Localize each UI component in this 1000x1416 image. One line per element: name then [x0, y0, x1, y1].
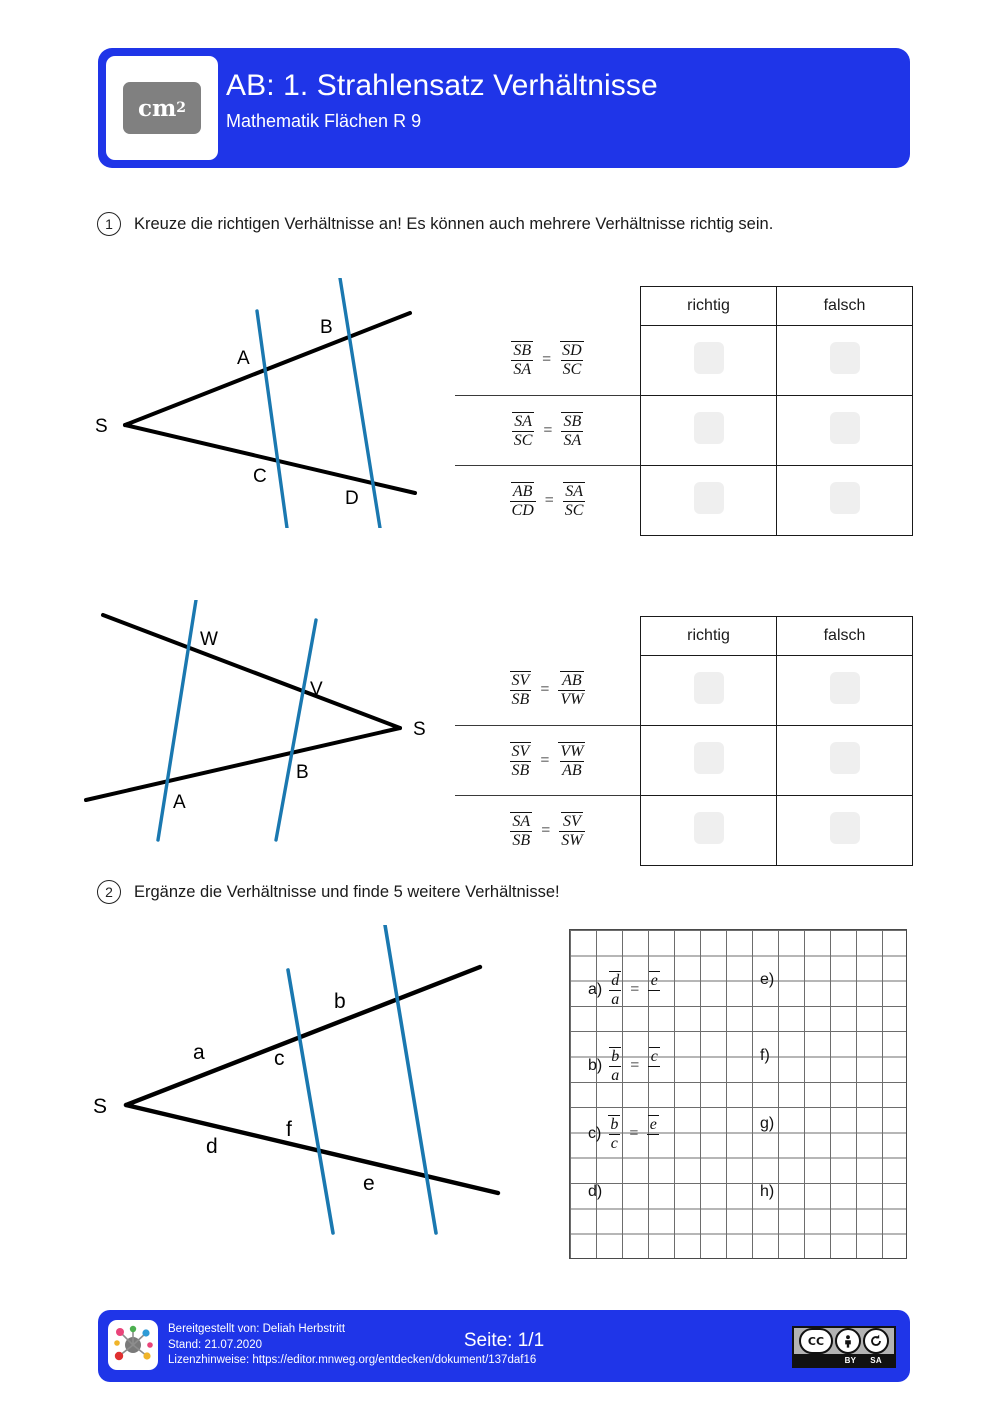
fraction-left: [510, 671, 532, 709]
figure-3-label-b: b: [334, 990, 346, 1013]
figure-2-label-B: B: [296, 762, 309, 783]
person-glyph: [841, 1334, 855, 1348]
fraction-left: [609, 971, 621, 1009]
numerator: SA: [512, 812, 531, 830]
equals-sign: =: [629, 1124, 639, 1142]
table-header-row: [455, 287, 913, 326]
header-logo-text: cm: [137, 94, 177, 122]
figure-3-label-a: a: [193, 1041, 205, 1064]
numerator: b: [610, 1116, 619, 1133]
denominator: SC: [562, 361, 582, 379]
header-falsch: falsch: [777, 287, 913, 326]
denominator: SA: [563, 431, 582, 449]
fraction-right: [560, 341, 584, 379]
equals-sign: =: [541, 821, 551, 839]
fraction-right[interactable]: [648, 971, 660, 1009]
grid-item-label: b): [588, 1056, 603, 1074]
fraction-right[interactable]: [648, 1047, 660, 1085]
denominator: a: [611, 990, 620, 1008]
numerator: AB: [562, 672, 582, 690]
equals-sign: =: [542, 351, 552, 369]
checkbox-cell-falsch[interactable]: [777, 726, 913, 796]
grid-item-label: h): [760, 1183, 775, 1200]
header-richtig: richtig: [641, 287, 777, 326]
task-2-text: Ergänze die Verhältnisse und finde 5 weitere Verhältnisse!: [134, 882, 560, 901]
equals-sign: =: [543, 421, 553, 439]
ratio-expression-2: [455, 396, 641, 466]
ratio-expression-2: [455, 726, 641, 796]
numerator: b: [611, 1048, 620, 1065]
page-title: AB: 1. Strahlensatz Verhältnisse: [226, 69, 658, 102]
checkbox[interactable]: [830, 342, 860, 374]
circular-arrow-glyph: [869, 1334, 883, 1348]
table-row: [455, 396, 913, 466]
fraction-right: [559, 812, 584, 850]
ray-lower: [86, 728, 400, 800]
numerator: AB: [512, 482, 533, 500]
grid-item-e[interactable]: [760, 971, 774, 989]
numerator: VW: [560, 742, 584, 760]
numerator: SA: [514, 412, 532, 430]
parallel-line-2: [276, 620, 316, 840]
figure-1-label-A: A: [237, 348, 250, 369]
denominator: a: [611, 1066, 620, 1084]
creative-commons-badge: [792, 1326, 896, 1368]
checkbox-cell-richtig[interactable]: [641, 396, 777, 466]
header-spacer: [455, 287, 641, 326]
ratio-table-2: [455, 616, 913, 866]
grid-item-a[interactable]: [588, 971, 660, 1009]
denominator: SB: [511, 761, 530, 779]
numerator: SB: [563, 412, 582, 430]
table-header-row: [455, 617, 913, 656]
cc-icon: CC: [799, 1328, 833, 1354]
footer-banner: [98, 1310, 910, 1382]
checkbox-cell-falsch[interactable]: [777, 326, 913, 396]
task-2-number: 2: [97, 880, 121, 904]
grid-item-f[interactable]: [760, 1047, 770, 1065]
equation: [510, 812, 584, 850]
checkbox[interactable]: [694, 672, 724, 704]
task-2-instruction: [97, 880, 560, 904]
figure-strahlensatz-1: [85, 278, 425, 528]
header-logo-superscript: 2: [176, 100, 187, 116]
figure-3-label-d: d: [206, 1135, 218, 1158]
page-indicator: Seite: 1/1: [463, 1330, 545, 1351]
figure-1-label-D: D: [345, 488, 359, 509]
grid-item-g[interactable]: [760, 1115, 774, 1133]
footer-date: Stand: 21.07.2020: [168, 1338, 262, 1351]
denominator: SC: [513, 431, 533, 449]
cc-by-person-icon: [835, 1328, 861, 1354]
checkbox[interactable]: [830, 672, 860, 704]
numerator: SV: [563, 812, 581, 830]
equation: [609, 971, 660, 1009]
figure-2-label-V: V: [310, 679, 323, 700]
equation: [510, 742, 586, 780]
parallel-line-1: [257, 311, 287, 528]
equation: [609, 1047, 660, 1085]
ray-upper: [126, 967, 480, 1105]
denominator-blank[interactable]: [648, 990, 660, 1009]
checkbox-cell-falsch[interactable]: [777, 656, 913, 726]
cc-by-label: BY: [844, 1355, 857, 1365]
ratio-expression-1: [455, 326, 641, 396]
figure-2-label-A: A: [173, 792, 186, 813]
denominator: SA: [513, 361, 532, 379]
grid-item-label: g): [760, 1115, 775, 1132]
ray-upper: [103, 615, 400, 728]
fraction-right: [561, 412, 583, 450]
task-1-number: 1: [97, 212, 121, 236]
figure-2-label-S: S: [413, 719, 426, 740]
header-text-group: [226, 68, 658, 134]
cc-sa-label: SA: [870, 1355, 882, 1365]
checkbox-cell-falsch[interactable]: [777, 796, 913, 866]
checkbox-cell-falsch[interactable]: [777, 466, 913, 536]
table-row: [455, 326, 913, 396]
fraction-left: [608, 1115, 620, 1153]
fraction-left: [510, 812, 532, 850]
equals-sign: =: [544, 491, 554, 509]
cc-labels-row: [794, 1354, 894, 1366]
equation: [608, 1115, 659, 1153]
footer-provided-by: Bereitgestellt von: Deliah Herbstritt: [168, 1323, 346, 1335]
footer-license-note: Lizenzhinweise: https://editor.mnweg.org/entdecken/dokument/137daf16: [168, 1354, 537, 1366]
header-falsch: falsch: [777, 617, 913, 656]
ratio-table-1: [455, 286, 913, 536]
grid-item-h[interactable]: [760, 1183, 774, 1201]
checkbox[interactable]: [694, 342, 724, 374]
fraction-left: [510, 742, 532, 780]
numerator: SA: [565, 482, 584, 500]
denominator: SW: [561, 831, 583, 849]
checkbox[interactable]: [830, 742, 860, 774]
table-row: [455, 726, 913, 796]
checkbox[interactable]: [694, 482, 724, 514]
figure-1-label-C: C: [253, 466, 267, 487]
equals-sign: =: [630, 980, 640, 998]
grid-item-d[interactable]: [588, 1183, 602, 1201]
equals-sign: =: [630, 1056, 640, 1074]
denominator: CD: [511, 501, 534, 519]
grid-item-c[interactable]: [588, 1115, 659, 1153]
equation: [511, 341, 583, 379]
checkbox-cell-richtig[interactable]: [641, 726, 777, 796]
ratio-expression-1: [455, 656, 641, 726]
figure-1-label-B: B: [320, 317, 333, 338]
header-banner: [98, 48, 910, 168]
task-1-instruction: [97, 212, 773, 236]
denominator-blank[interactable]: [647, 1134, 659, 1153]
figure-strahlensatz-3: [88, 925, 538, 1255]
fraction-right: [558, 742, 585, 780]
cc-icons-row: [794, 1328, 894, 1354]
equation: [512, 412, 583, 450]
ratio-table-2-grid: [455, 616, 913, 866]
grid-item-label: a): [588, 980, 603, 998]
fraction-left: [511, 341, 533, 379]
fraction-right: [563, 482, 586, 520]
fraction-left: [609, 1047, 621, 1085]
table-row: [455, 656, 913, 726]
numerator: SD: [562, 342, 582, 360]
equation: [510, 482, 586, 520]
header-spacer: [455, 617, 641, 656]
checkbox-cell-richtig[interactable]: [641, 656, 777, 726]
checkbox-cell-richtig[interactable]: [641, 796, 777, 866]
denominator: c: [610, 1134, 618, 1152]
grid-item-label: c): [588, 1124, 602, 1142]
checkbox-cell-richtig[interactable]: [641, 466, 777, 536]
figure-1-label-S: S: [95, 416, 108, 437]
numerator: d: [611, 972, 620, 989]
numerator: c: [650, 1048, 658, 1065]
checkbox-cell-falsch[interactable]: [777, 396, 913, 466]
figure-strahlensatz-2: [78, 600, 448, 845]
checkbox[interactable]: [694, 812, 724, 844]
denominator: AB: [562, 761, 582, 779]
grid-item-label: f): [760, 1047, 770, 1064]
grid-item-label: d): [588, 1183, 603, 1200]
fraction-right: [558, 671, 585, 709]
equals-sign: =: [540, 751, 550, 769]
fraction-right[interactable]: [647, 1115, 659, 1153]
equals-sign: =: [540, 681, 550, 699]
numerator: e: [649, 1116, 657, 1133]
checkbox[interactable]: [694, 412, 724, 444]
figure-3-label-S: S: [93, 1095, 108, 1118]
checkbox[interactable]: [694, 742, 724, 774]
ray-upper: [125, 313, 410, 425]
ratio-expression-3: [455, 466, 641, 536]
answer-grid[interactable]: [569, 929, 907, 1259]
table-row: [455, 796, 913, 866]
cc-sa-share-alike-icon: [863, 1328, 889, 1354]
denominator: SC: [564, 501, 584, 519]
figure-3-label-f: f: [286, 1118, 292, 1141]
ratio-table-1-grid: [455, 286, 913, 536]
fraction-left: [512, 412, 535, 450]
denominator: SB: [511, 691, 530, 709]
denominator: SB: [512, 831, 531, 849]
cm-squared-icon: [123, 82, 201, 134]
figure-3-label-e: e: [363, 1172, 375, 1195]
grid-item-label: e): [760, 971, 775, 988]
parallel-line-1: [288, 970, 333, 1233]
checkbox[interactable]: [830, 412, 860, 444]
figure-2-label-W: W: [200, 629, 218, 650]
numerator: e: [650, 972, 658, 989]
fraction-left: [510, 482, 536, 520]
denominator-blank[interactable]: [648, 1066, 660, 1085]
figure-3-label-c: c: [274, 1047, 285, 1070]
numerator: SB: [513, 342, 532, 360]
numerator: SV: [511, 742, 530, 760]
header-richtig: richtig: [641, 617, 777, 656]
checkbox[interactable]: [830, 812, 860, 844]
header-logo-card: [106, 56, 218, 160]
equation: [510, 671, 586, 709]
ratio-expression-3: [455, 796, 641, 866]
table-row: [455, 466, 913, 536]
numerator: SV: [511, 672, 530, 690]
checkbox-cell-richtig[interactable]: [641, 326, 777, 396]
parallel-line-2: [385, 925, 436, 1233]
page-subtitle: Mathematik Flächen R 9: [226, 111, 422, 131]
checkbox[interactable]: [830, 482, 860, 514]
task-1-text: Kreuze die richtigen Verhältnisse an! Es können auch mehrere Verhältnisse richtig sein.: [134, 214, 774, 233]
denominator: VW: [560, 691, 584, 709]
grid-item-b[interactable]: [588, 1047, 660, 1085]
